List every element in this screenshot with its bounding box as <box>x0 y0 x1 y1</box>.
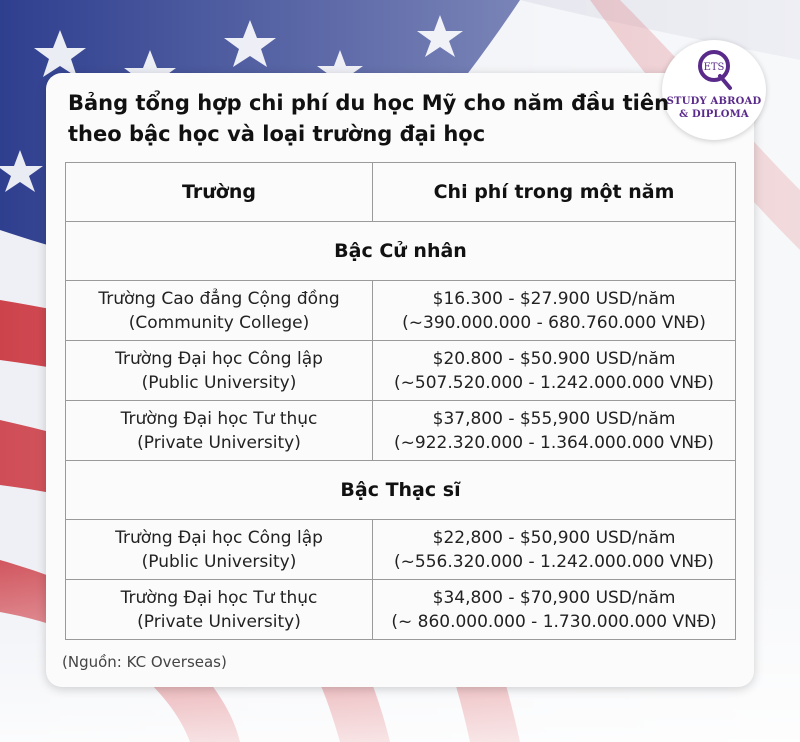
header-cost: Chi phí trong một năm <box>373 163 736 222</box>
school-cell <box>66 401 373 461</box>
school-cell <box>66 341 373 401</box>
school-name: Trường Đại học Tư thục <box>120 408 318 429</box>
cost-cell <box>373 401 736 461</box>
cost-cell <box>373 580 736 640</box>
cost-vnd: (~922.320.000 - 1.364.000.000 VNĐ) <box>394 432 714 453</box>
cost-cell <box>373 281 736 341</box>
table-row <box>66 520 736 580</box>
ets-logo-icon <box>694 48 734 92</box>
school-name: Trường Đại học Công lập <box>115 348 323 369</box>
cost-vnd: (~390.000.000 - 680.760.000 VNĐ) <box>402 312 706 333</box>
school-name-en: (Community College) <box>128 312 310 333</box>
table-row <box>66 341 736 401</box>
cost-cell <box>373 520 736 580</box>
logo <box>662 40 766 140</box>
section-label-bachelor: Bậc Cử nhân <box>66 222 736 281</box>
school-cell <box>66 520 373 580</box>
table-header-row <box>66 163 736 222</box>
page-title <box>68 88 668 150</box>
school-cell <box>66 580 373 640</box>
school-name: Trường Đại học Tư thục <box>120 587 318 608</box>
school-name-en: (Public University) <box>141 551 297 572</box>
cost-usd: $22,800 - $50,900 USD/năm <box>432 527 676 548</box>
section-label-master: Bậc Thạc sĩ <box>66 461 736 520</box>
school-name: Trường Cao đẳng Cộng đồng <box>98 288 340 309</box>
table-row <box>66 401 736 461</box>
cost-usd: $20.800 - $50.900 USD/năm <box>432 348 676 369</box>
cost-cell <box>373 341 736 401</box>
title-line2: theo bậc học và loại trường đại học <box>68 122 486 146</box>
school-name-en: (Private University) <box>137 432 301 453</box>
section-row <box>66 222 736 281</box>
table-row <box>66 281 736 341</box>
school-name-en: (Private University) <box>137 611 301 632</box>
source-note: (Nguồn: KC Overseas) <box>62 653 227 671</box>
cost-vnd: (~556.320.000 - 1.242.000.000 VNĐ) <box>394 551 714 572</box>
cost-usd: $16.300 - $27.900 USD/năm <box>432 288 676 309</box>
school-cell <box>66 281 373 341</box>
logo-mark-small: ETS <box>703 62 725 73</box>
title-line1: Bảng tổng hợp chi phí du học Mỹ cho năm đầu tiên <box>68 91 670 115</box>
header-school: Trường <box>66 163 373 222</box>
logo-text-line2: & DIPLOMA <box>679 109 749 120</box>
school-name-en: (Public University) <box>141 372 297 393</box>
cost-table <box>65 162 736 640</box>
table-row <box>66 580 736 640</box>
school-name: Trường Đại học Công lập <box>115 527 323 548</box>
section-row <box>66 461 736 520</box>
logo-text-line1: STUDY ABROAD <box>666 96 762 107</box>
cost-vnd: (~ 860.000.000 - 1.730.000.000 VNĐ) <box>391 611 717 632</box>
cost-usd: $34,800 - $70,900 USD/năm <box>432 587 676 608</box>
cost-usd: $37,800 - $55,900 USD/năm <box>432 408 676 429</box>
cost-vnd: (~507.520.000 - 1.242.000.000 VNĐ) <box>394 372 714 393</box>
